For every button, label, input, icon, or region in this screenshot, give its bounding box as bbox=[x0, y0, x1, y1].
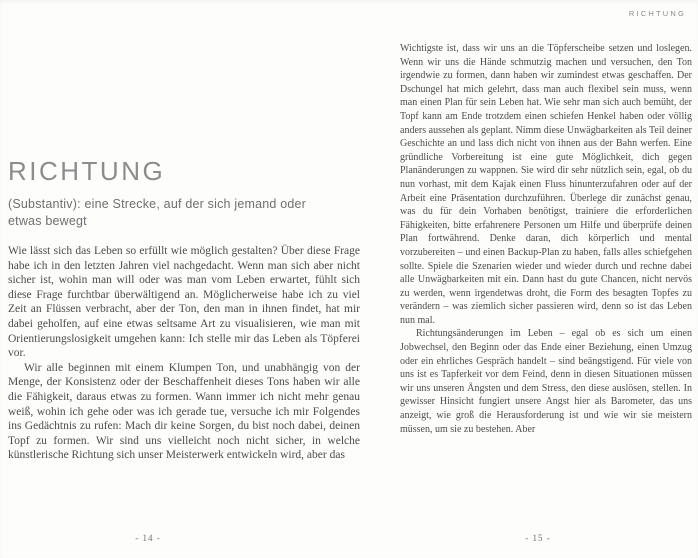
right-page-number: - 15 - bbox=[525, 533, 551, 543]
left-page-paragraph: Wir alle beginnen mit einem Klumpen Ton, und unabhängig von der Menge, der Konsistenz oder der Beschaffenheit dieses Tons haben wir alle die Fähigkeit, daraus etwas zu formen. Wann immer ich nicht mehr genau weiß, wohin ich gehe oder was ich gerade tue, versuche ich mir Folgendes ins Gedächtnis zu rufen: Mach dir keine Sorgen, du bist noch dabei, deinen Topf zu formen. Wir sind uns vielleicht noch nicht sicher, in welche künstlerische Richtung sich unser Meisterwerk entwickeln wird, aber das bbox=[8, 361, 360, 462]
chapter-title: RICHTUNG bbox=[8, 156, 166, 186]
right-page bbox=[400, 0, 692, 558]
left-page-number: - 14 - bbox=[135, 533, 161, 543]
right-page-paragraph: Wichtigste ist, dass wir uns an die Töpferscheibe setzen und loslegen. Wenn wir uns die Hände schmutzig machen und versuchen, den Ton irgendwie zu formen, dann haben wir zumindest etwas geschaffen. Der Dschungel hat mich gelehrt, dass man auch flexibel sein muss, wenn man einen Plan für sein Leben hat. Wie sehr man sich auch bemüht, der Topf kann am Ende trotzdem einen schiefen Henkel haben oder völlig anders aussehen als geplant. Nimm diese Unwägbarkeiten als Teil deiner Geschichte an und lass dich nicht von ihnen aus der Bahn werfen. Eine gründliche Vorbereitung ist eine gute Möglichkeit, dich gegen Planänderungen zu wappnen. Sie wird dir sehr nützlich sein, egal, ob du nun vorhast, mit dem Kajak einen Fluss hinunterzufahren oder auf der Arbeit eine Präsentation durchzuführen. Überlege dir zunächst genau, was du für dein Vorhaben benötigst, trainiere die erforderlichen Fähigkeiten, bitte erfahrenere Personen um Hilfe und überprüfe deinen Plan fortwährend. Denke daran, dich körperlich und mental vorzubereiten – und einen Backup-Plan zu haben, falls alles schiefgehen sollte. Spiele die Szenarien wieder und wieder durch und rechne dabei alle Unwägbarkeiten mit ein. Dann hast du gute Chancen, nicht nervös zu werden, wenn irgendetwas droht, die Form des besagten Topfes zu verändern – was ziemlich sicher passieren wird, denn so ist das Leben nun mal. bbox=[400, 43, 692, 326]
left-page-paragraph: Wie lässt sich das Leben so erfüllt wie möglich gestalten? Über diese Frage habe ich in den letzten Jahren viel nachgedacht. Wenn man sich aber nicht sicher ist, wohin man will oder was man vom Leben erwartet, fühlt sich diese Frage furchtbar überwältigend an. Möglicherweise habe ich zu viel Zeit an Flüssen verbracht, aber der Ton, den man in ihnen findet, hat mir dabei geholfen, auf eine etwas seltsame Art zu visualisieren, wie man mit Orientierungslosigkeit umgehen kann: Ich stelle mir das Leben als Töpferei vor. bbox=[8, 245, 360, 360]
chapter-subtitle: (Substantiv): eine Strecke, auf der sich jemand oder etwas bewegt bbox=[8, 197, 307, 229]
right-page-paragraph: Richtungsänderungen im Leben – egal ob es sich um einen Jobwechsel, den Beginn oder das Ende einer Beziehung, einen Umzug oder ein ehrliches Gespräch handelt – sind beängstigend. Für viele von uns ist es Tapferkeit vor dem Feind, denn in diesen Situationen müssen wir uns unseren Ängsten und dem Stress, den diese auslösen, stellen. In gewisser Hinsicht fungiert unsere Angst hier als Barometer, das uns anzeigt, wie groß die Herausforderung ist und wie wir sie meistern müssen, um sie zu bestehen. Aber bbox=[400, 328, 692, 435]
left-page bbox=[8, 0, 360, 558]
running-header: RICHTUNG bbox=[628, 9, 686, 18]
